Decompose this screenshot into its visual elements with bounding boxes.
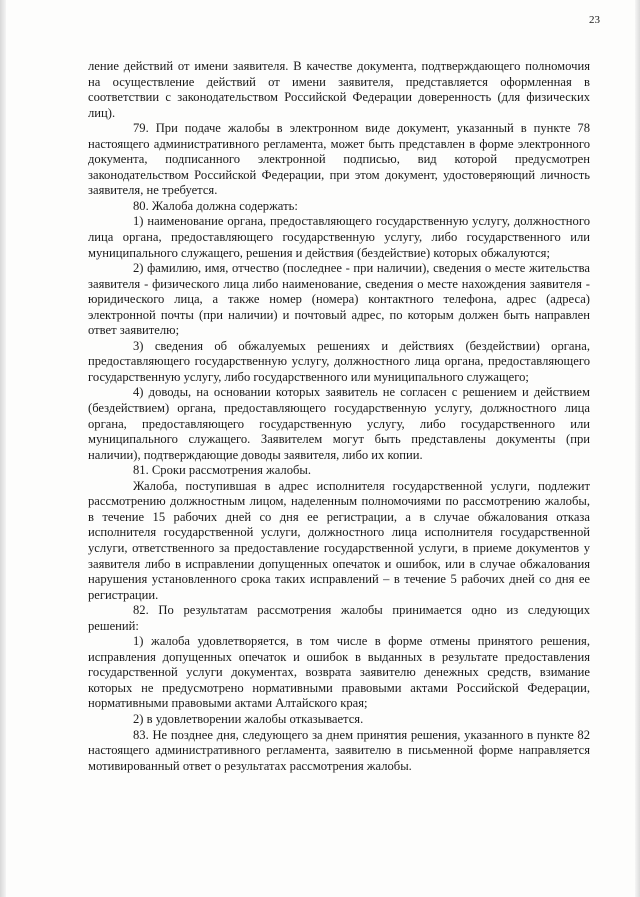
scan-edge-right bbox=[635, 0, 640, 897]
paragraph: ление действий от имени заявителя. В качестве документа, подтверждающего полномочия на осуществление действий от имени заявителя, представляется оформленная в соответствии с законодательством Российской Федерации доверенность (для физических лиц). bbox=[88, 59, 590, 120]
page-number: 23 bbox=[589, 14, 600, 26]
paragraph: 80. Жалоба должна содержать: bbox=[133, 198, 298, 213]
paragraph: 81. Сроки рассмотрения жалобы. bbox=[133, 463, 312, 478]
paragraph: Жалоба, поступившая в адрес исполнителя государственной услуги, подлежит рассмотрению должностным лицом, наделенным полномочиями по рассмотрению жалобы, в течение 15 рабочих дней со дня ее регистрации, а в случае обжалования отказа исполнителя государственной услуги, должностного лица исполнителя государственной услуги, ответственного за предоставление государственной услуги, в приеме документов у заявителя либо в исправлении допущенных опечаток и ошибок, или в случае обжалования нарушения установленного срока таких исправлений – в течение 5 рабочих дней со дня ее регистрации. bbox=[88, 478, 590, 602]
paragraph: 79. При подаче жалобы в электронном виде документ, указанный в пункте 78 настоящего административного регламента, может быть представлен в форме электронного документа, подписанного электронной подписью, вид которой предусмотрен законодательством Российской Федерации, при этом документ, удостоверяющий личность заявителя, не требуется. bbox=[88, 121, 590, 198]
paragraph: 1) наименование органа, предоставляющего государственную услугу, должностного лица органа, предоставляющего государственную услугу, либо государственного или муниципального служащего, решения и действия (бездействие) которых обжалуются; bbox=[88, 214, 590, 260]
paragraph: 2) в удовлетворении жалобы отказывается. bbox=[133, 711, 364, 726]
scan-edge-left bbox=[0, 0, 6, 897]
paragraph: 83. Не позднее дня, следующего за днем принятия решения, указанного в пункте 82 настоящего административного регламента, заявителю в письменной форме направляется мотивированный ответ о результатах рассмотрения жалобы. bbox=[88, 727, 590, 773]
paragraph: 4) доводы, на основании которых заявитель не согласен с решением и действием (бездействием) органа, предоставляющего государственную услугу, должностного лица органа, предоставляющего государственную услугу, либо государственного или муниципального служащего. Заявителем могут быть представлены документы (при наличии), подтверждающие доводы заявителя, либо их копии. bbox=[88, 385, 590, 462]
paragraph: 1) жалоба удовлетворяется, в том числе в форме отмены принятого решения, исправления допущенных опечаток и ошибок в выданных в результате предоставления государственной услуги документах, возврата заявителю денежных средств, взимание которых не предусмотрено нормативными правовыми актами Российской Федерации, нормативными правовыми актами Алтайского края; bbox=[88, 634, 590, 711]
paragraph: 2) фамилию, имя, отчество (последнее - при наличии), сведения о месте жительства заявителя - физического лица либо наименование, сведения о месте нахождения заявителя - юридического лица, а также номер (номера) контактного телефона, адрес (адреса) электронной почты (при наличии) и почтовый адрес, по которым должен быть направлен ответ заявителю; bbox=[88, 261, 590, 338]
paragraph: 82. По результатам рассмотрения жалобы принимается одно из следующих решений: bbox=[88, 603, 590, 633]
paragraph: 3) сведения об обжалуемых решениях и действиях (бездействии) органа, предоставляющего государственную услугу, должностного лица органа, предоставляющего государственную услугу, либо государственного или муниципального служащего; bbox=[88, 338, 590, 384]
document-body bbox=[88, 59, 590, 774]
